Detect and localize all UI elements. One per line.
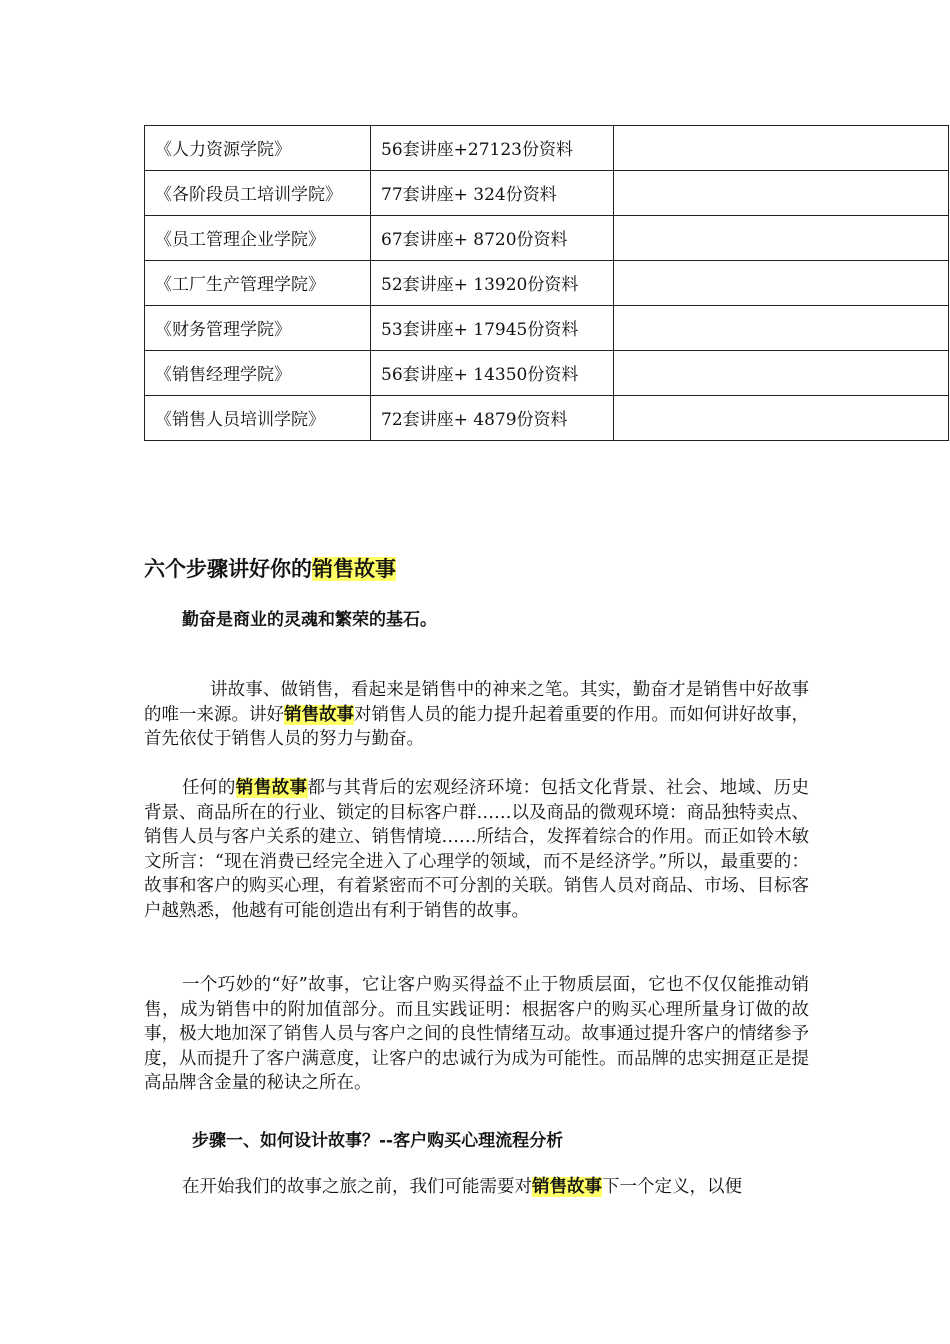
course-detail: 67套讲座+ 8720份资料 bbox=[371, 216, 614, 261]
course-detail: 72套讲座+ 4879份资料 bbox=[371, 396, 614, 441]
course-name: 《财务管理学院》 bbox=[145, 306, 371, 351]
course-name: 《工厂生产管理学院》 bbox=[145, 261, 371, 306]
course-name: 《销售人员培训学院》 bbox=[145, 396, 371, 441]
article-subtitle: 勤奋是商业的灵魂和繁荣的基石。 bbox=[182, 610, 437, 630]
table-row bbox=[145, 306, 949, 351]
course-extra bbox=[614, 396, 949, 441]
paragraph-text: 讲故事、做销售，看起来是销售中的神来之笔。其实，勤奋才是销售中好故事的唯一来源。讲好 bbox=[144, 680, 809, 725]
course-name: 《销售经理学院》 bbox=[145, 351, 371, 396]
paragraph-text: 在开始我们的故事之旅之前，我们可能需要对 bbox=[182, 1177, 532, 1197]
table-row bbox=[145, 351, 949, 396]
course-detail: 56套讲座+27123份资料 bbox=[371, 126, 614, 171]
paragraph-text: 对销售人员的能力提升起着重要的作用。而如何讲好故事，首先依仗于销售人员的努力与勤奋。 bbox=[144, 704, 809, 749]
table-row bbox=[145, 171, 949, 216]
course-detail: 52套讲座+ 13920份资料 bbox=[371, 261, 614, 306]
course-extra bbox=[614, 216, 949, 261]
table-row bbox=[145, 396, 949, 441]
course-extra bbox=[614, 126, 949, 171]
table-row bbox=[145, 261, 949, 306]
course-table bbox=[144, 125, 949, 441]
course-name: 《各阶段员工培训学院》 bbox=[145, 171, 371, 216]
course-extra bbox=[614, 171, 949, 216]
step-heading: 步骤一、如何设计故事？--客户购买心理流程分析 bbox=[192, 1131, 564, 1151]
course-detail: 53套讲座+ 17945份资料 bbox=[371, 306, 614, 351]
paragraph-1 bbox=[144, 678, 809, 752]
highlight-keyword: 销售故事 bbox=[532, 1177, 602, 1197]
course-extra bbox=[614, 351, 949, 396]
paragraph-text: 任何的 bbox=[182, 778, 236, 798]
course-extra bbox=[614, 261, 949, 306]
course-extra bbox=[614, 306, 949, 351]
paragraph-text: 下一个定义，以便 bbox=[602, 1177, 742, 1197]
course-detail: 56套讲座+ 14350份资料 bbox=[371, 351, 614, 396]
course-name: 《员工管理企业学院》 bbox=[145, 216, 371, 261]
table-row bbox=[145, 216, 949, 261]
highlight-keyword: 销售故事 bbox=[284, 704, 354, 725]
paragraph-3: 一个巧妙的“好”故事，它让客户购买得益不止于物质层面，它也不仅仅能推动销售，成为销售中的附加值部分。而且实践证明：根据客户的购买心理所量身订做的故事，极大地加深了销售人员与客户之间的良性情绪互动。故事通过提升客户的情绪参予度，从而提升了客户满意度，让客户的忠诚行为成为可能性。而品牌的忠实拥趸正是提高品牌含金量的秘诀之所在。 bbox=[144, 975, 809, 1093]
course-detail: 77套讲座+ 324份资料 bbox=[371, 171, 614, 216]
highlight-keyword: 销售故事 bbox=[235, 778, 308, 798]
paragraph-2 bbox=[144, 776, 809, 923]
title-prefix: 六个步骤讲好你的 bbox=[144, 557, 312, 581]
highlight-keyword: 销售故事 bbox=[312, 557, 396, 581]
paragraph-4 bbox=[144, 1175, 809, 1200]
table-row bbox=[145, 126, 949, 171]
article-title bbox=[144, 553, 396, 583]
paragraph-text: 都与其背后的宏观经济环境：包括文化背景、社会、地域、历史背景、商品所在的行业、锁定的目标客户群……以及商品的微观环境：商品独特卖点、销售人员与客户关系的建立、销售情境……所结合，发挥着综合的作用。而正如铃木敏文所言：“现在消费已经完全进入了心理学的领域，而不是经济学。”所以，最重要的：故事和客户的购买心理，有着紧密而不可分割的关联。销售人员对商品、市场、目标客户越熟悉，他越有可能创造出有利于销售的故事。 bbox=[144, 778, 810, 921]
course-name: 《人力资源学院》 bbox=[145, 126, 371, 171]
